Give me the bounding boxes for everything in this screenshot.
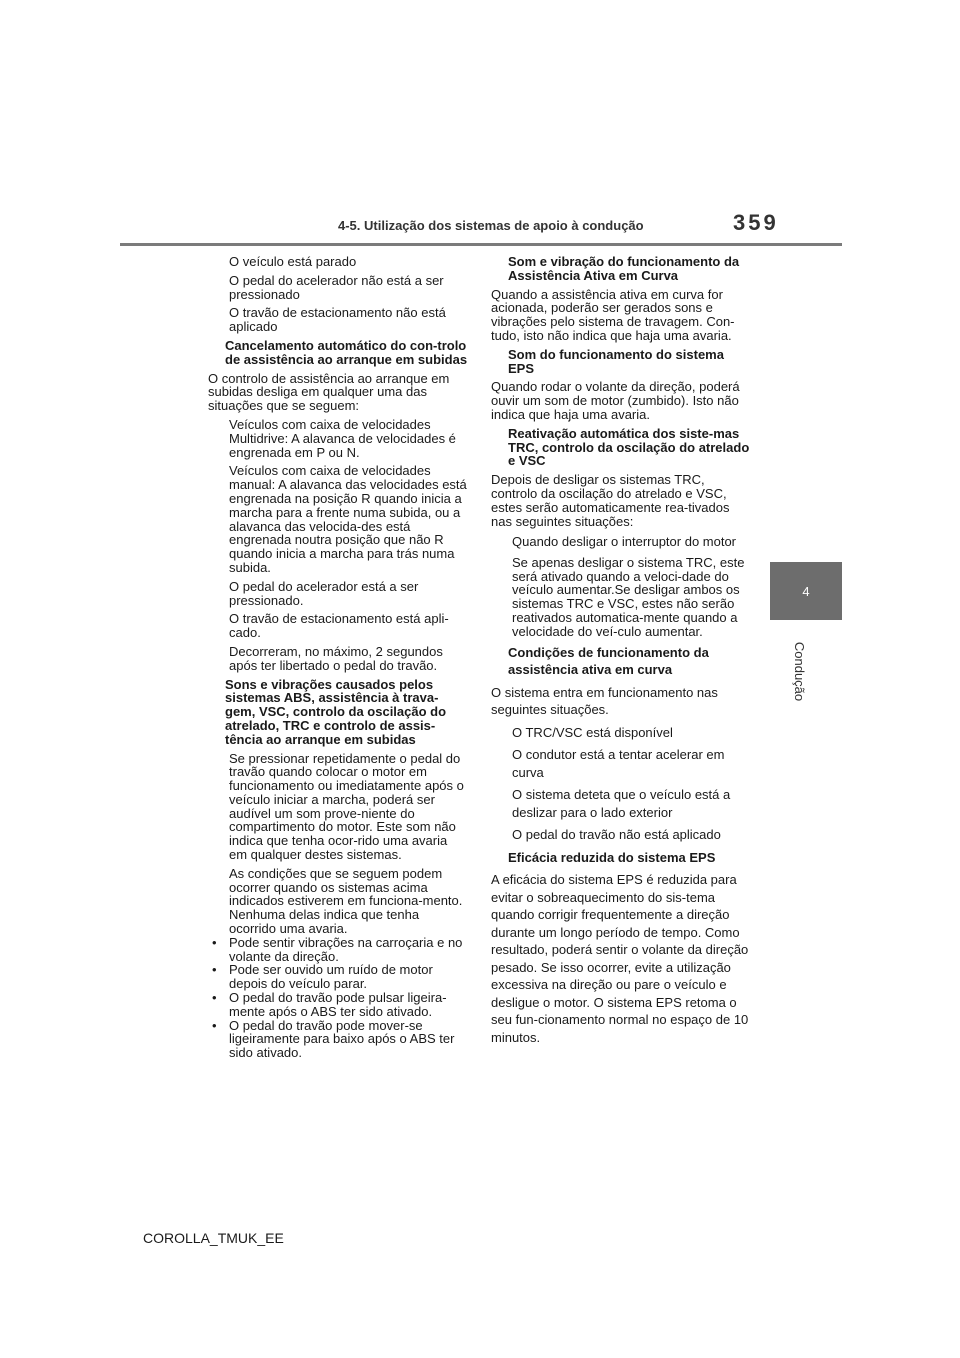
subsection-heading: Eficácia reduzida do sistema EPS [508, 849, 716, 865]
list-item-text: O pedal do travão pode pulsar ligeira-mente após o ABS ter sido ativado. [229, 990, 447, 1019]
left-column [208, 255, 468, 1060]
list-item: • Pode ser ouvido um ruído de motor depois do veículo parar. [208, 963, 468, 991]
subsection-heading: Cancelamento automático do con-trolo de assistência ao arranque em subidas [225, 337, 468, 367]
chapter-number: 4 [802, 583, 810, 599]
paragraph: O pedal do travão não está aplicado [512, 827, 721, 843]
paragraph: Se apenas desligar o sistema TRC, este será ativado quando a veloci-dade do veículo aumentar.Se desligar ambos os sistemas TRC e VSC, estes não serão reativados automatica-mente quando a velocidade do veí-culo aumentar. [512, 554, 745, 639]
paragraph: O pedal do acelerador está a ser pressionado. [229, 578, 419, 608]
paragraph: O travão de estacionamento está apli-cado. [229, 611, 449, 641]
section-title: 4-5. Utilização dos sistemas de apoio à condução [338, 218, 644, 233]
paragraph: A eficácia do sistema EPS é reduzida para evitar o sobreaquecimento do sis-tema quando corrigir frequentemente a direção durante um longo período de tempo. Como resultado, poderá sentir o volante da direção pesado. Se isso ocorrer, evite a utilização excessiva na direção ou pare o veículo e desligue o motor. O sistema EPS retoma o seu fun-cionamento normal no espaço de 10 minutos. [491, 872, 749, 1045]
list-item: • O pedal do travão pode pulsar ligeira-mente após o ABS ter sido ativado. [208, 991, 468, 1019]
paragraph: O pedal do acelerador não está a ser pressionado [229, 272, 444, 302]
list-item-text: Pode ser ouvido um ruído de motor depois do veículo parar. [229, 962, 433, 992]
list-item-text: Pode sentir vibrações na carroçaria e no volante da direção. [229, 934, 463, 964]
header-divider [120, 243, 842, 246]
paragraph: Quando a assistência ativa em curva for acionada, poderão ser gerados sons e vibrações pelo sistema de travagem. Con-tudo, isto não indica que haja uma avaria. [491, 286, 735, 343]
chapter-name: Condução [792, 641, 808, 701]
list-item: • O pedal do travão pode mover-se ligeiramente para baixo após o ABS ter sido ativado. [208, 1019, 468, 1060]
list-item-text: O pedal do travão pode mover-se ligeiramente para baixo após o ABS ter sido ativado. [229, 1017, 455, 1061]
chapter-label [772, 626, 828, 716]
paragraph: O travão de estacionamento não está aplicado [229, 305, 446, 335]
paragraph: Se pressionar repetidamente o pedal do travão quando colocar o motor em funcionamento ou imediatamente após o veículo iniciar a marcha, poderá ser audível um som prove-niente do compartimento do motor. Este som não indica que tenha ocor-rido uma avaria em qualquer destes sistemas. [229, 750, 464, 863]
paragraph: O sistema entra em funcionamento nas seguintes situações. [491, 684, 718, 718]
paragraph: Quando desligar o interruptor do motor [512, 534, 737, 550]
subsection-heading: Reativação automática dos siste-mas TRC, controlo da oscilação do atrelado e VSC [508, 425, 750, 469]
right-column [491, 255, 753, 1051]
list-item: • Pode sentir vibrações na carroçaria e no volante da direção. [208, 936, 468, 964]
paragraph: Quando rodar o volante da direção, poderá ouvir um som de motor (zumbido). Isto não indica que haja uma avaria. [491, 379, 740, 422]
paragraph: O veículo está parado [229, 254, 357, 269]
paragraph: O condutor está a tentar acelerar em curva [512, 747, 725, 780]
subsection-heading: Condições de funcionamento da assistência ativa em curva [508, 644, 709, 678]
paragraph: Depois de desligar os sistemas TRC, controlo da oscilação do atrelado e VSC, estes serão automaticamente rea-tivados nas seguintes situações: [491, 472, 730, 529]
subsection-heading: Som e vibração do funcionamento da Assistência Ativa em Curva [508, 254, 740, 283]
subsection-heading: Som do funcionamento do sistema EPS [508, 346, 724, 376]
paragraph: O sistema deteta que o veículo está a deslizar para o lado exterior [512, 787, 731, 820]
document-id: COROLLA_TMUK_EE [143, 1230, 284, 1246]
paragraph: Decorreram, no máximo, 2 segundos após ter libertado o pedal do travão. [229, 643, 443, 673]
page-number: 359 [733, 210, 779, 235]
subsection-heading: Sons e vibrações causados pelos sistemas ABS, assistência à trava-gem, VSC, controlo da oscilação do atrelado, TRC e controlo de assis-tência ao arranque em subidas [225, 676, 447, 747]
paragraph: O TRC/VSC está disponível [512, 724, 673, 740]
paragraph: Veículos com caixa de velocidades manual: A alavanca das velocidades está engrenada na posição R quando inicia a marcha para a frente numa subida, ou a alavanca das velocida-des está engrenada noutra posição que não R quando inicia a marcha para trás numa subida. [229, 463, 467, 575]
paragraph: As condições que se seguem podem ocorrer quando os sistemas acima indicados estiverem em funciona-mento. Nenhuma delas indica que tenha ocorrido uma avaria. [229, 865, 463, 937]
paragraph: Veículos com caixa de velocidades Multidrive: A alavanca de velocidades é engrenada em P ou N. [229, 416, 456, 460]
chapter-tab[interactable] [770, 562, 842, 620]
paragraph: O controlo de assistência ao arranque em subidas desliga em qualquer uma das situações que se seguem: [208, 370, 450, 414]
